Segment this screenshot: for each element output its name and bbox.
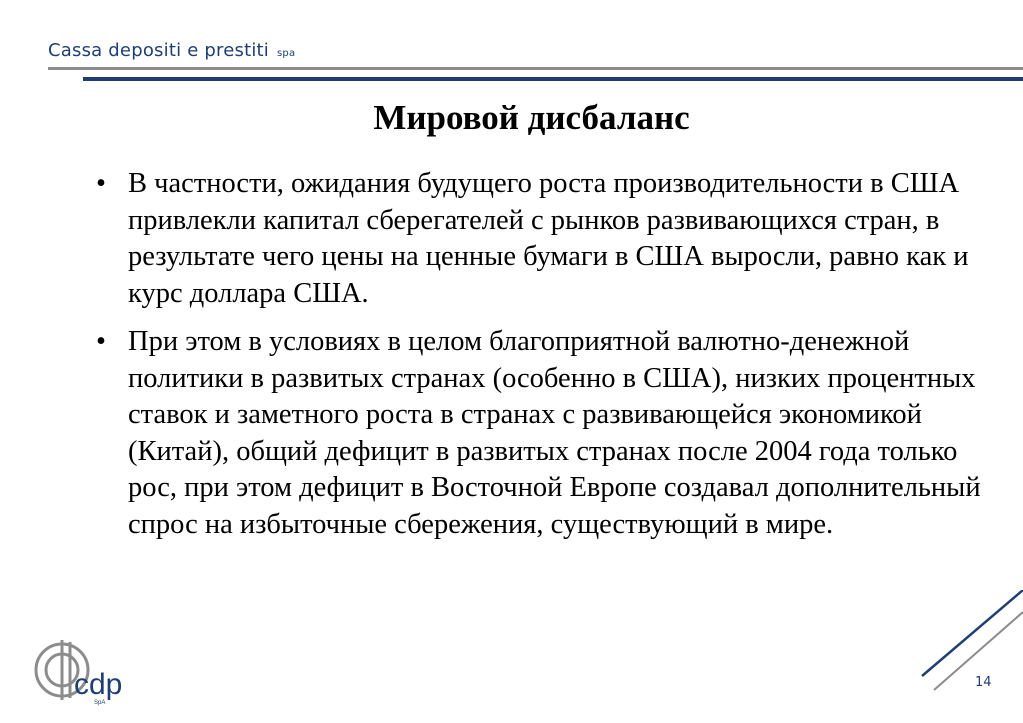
bullet-text: В частности, ожидания будущего роста производительности в США привлекли капитал сберегателей с рынков развивающихся стран, в результате чего цены на ценные бумаги в США выросли, равно как и курс доллара США. [128, 168, 969, 309]
header-brand [48, 40, 295, 61]
corner-diagonal-lines [920, 590, 1023, 700]
bullet-marker: • [96, 168, 106, 199]
cdp-logo-icon [34, 636, 134, 706]
cdp-logo [34, 636, 134, 706]
bullet-list [96, 166, 986, 555]
header-rule-navy [83, 77, 1023, 81]
logo-text: cdp [74, 668, 123, 701]
logo-sub: SpA [94, 700, 106, 706]
slide-title: Мировой дисбаланс [373, 98, 690, 137]
bullet-item [96, 166, 986, 312]
bullet-item [96, 324, 986, 543]
bullet-text: При этом в условиях в целом благоприятной валютно-денежной политики в развитых странах (особенно в США), низких процентных ставок и заметного роста в странах с развивающейся экономикой (Китай), общий дефицит в развитых странах после 2004 года только рос, при этом дефицит в Восточной Европе создавал дополнительный спрос на избыточные сбережения, существующий в мире. [128, 326, 981, 540]
brand-name: Cassa depositi e prestiti [48, 40, 269, 61]
brand-suffix: spa [277, 48, 296, 59]
bullet-marker: • [96, 326, 106, 357]
page-number: 14 [975, 675, 992, 690]
header-rule-gray [48, 67, 1023, 70]
